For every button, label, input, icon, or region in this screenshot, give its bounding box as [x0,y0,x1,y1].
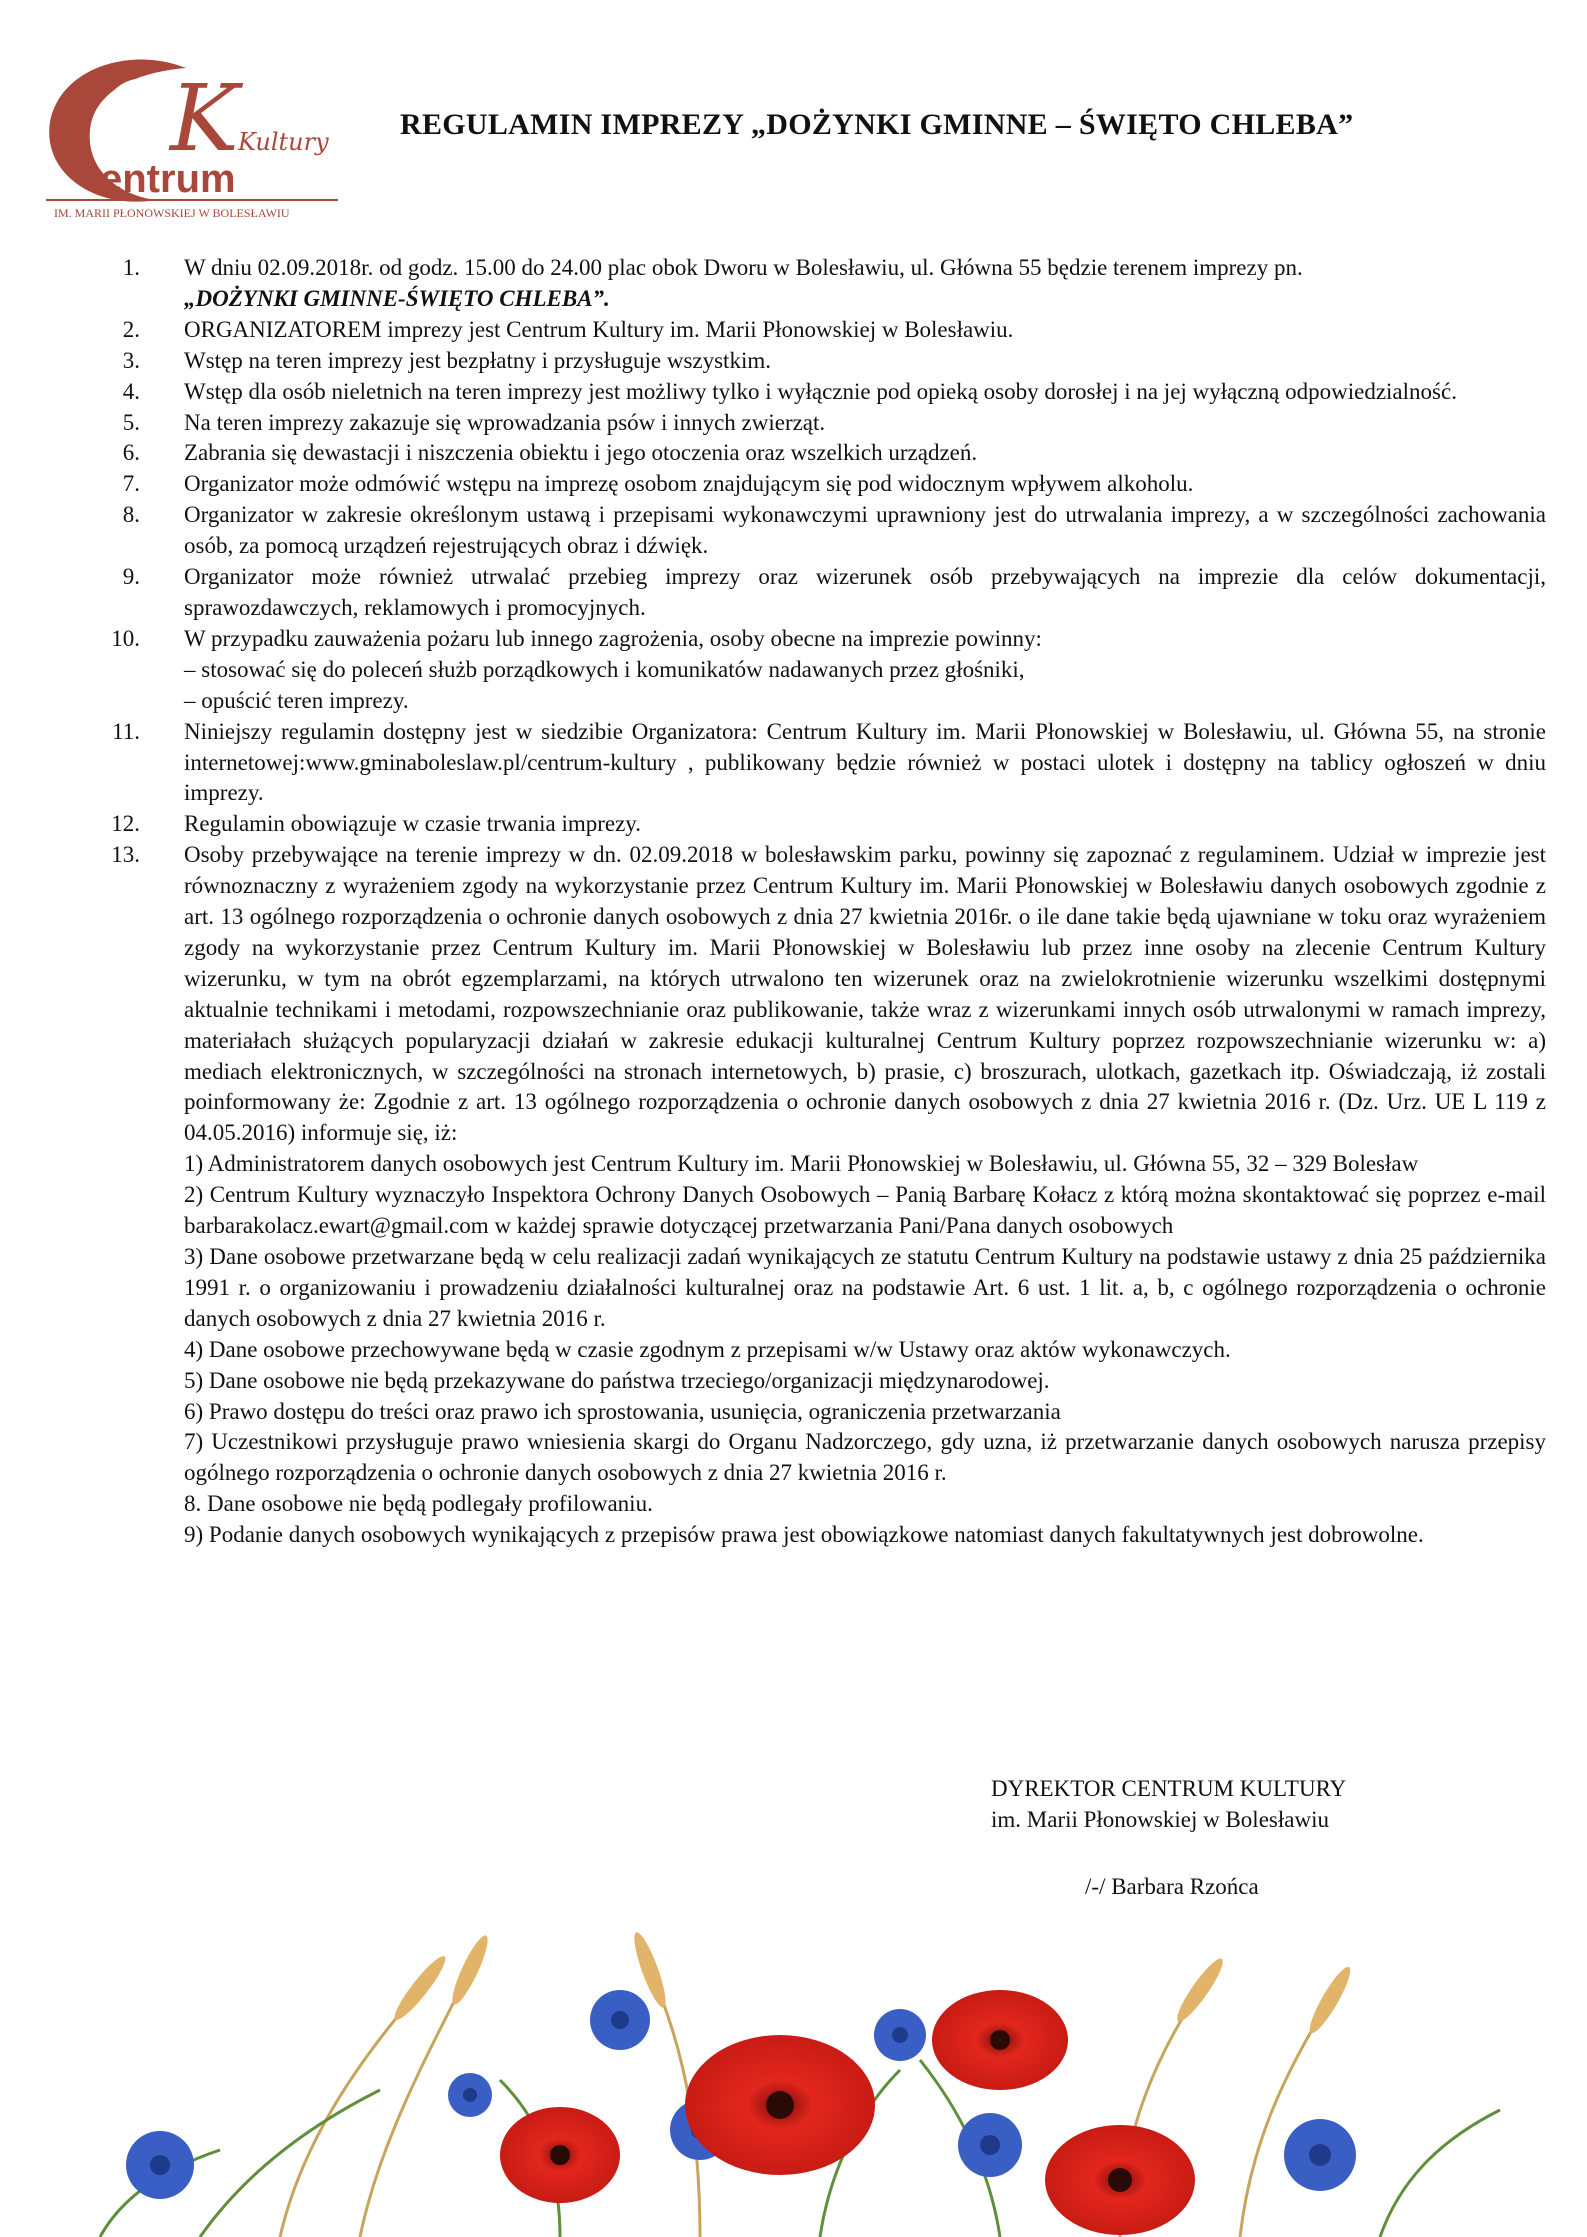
regulation-item [88,624,1546,717]
item-number: 10. [111,625,140,651]
item-number: 4. [122,378,140,404]
item-paragraph: Osoby przebywające na terenie imprezy w dn. 02.09.2018 w bolesławskim parku, powinny się zapoznać z regulaminem. Udział w imprezie jest równoznaczny z wyrażeniem zgody na wykorzystanie przez Centrum Kultury im. Marii Płonowskiej w Bolesławiu danych osobowych zgodnie z art. 13 ogólnego rozporządzenia o ochronie danych osobowych z dnia 27 kwietnia 2016r. o ile dane takie będą ujawniane w toku oraz wyrażeniem zgody na wykorzystanie przez Centrum Kultury im. Marii Płonowskiej w Bolesławiu lub przez inne osoby na zlecenie Centrum Kultury wizerunku, w tym na obrót egzemplarzami, na których utrwalono ten wizerunek oraz na zwielokrotnienie wizerunku wszelkimi dostępnymi aktualnie technikami i metodami, rozpowszechnianie oraz publikowanie, także wraz z wizerunkami innych osób utrwalonymi w ramach imprezy, materiałach służących popularyzacji działań w zakresie edukacji kulturalnej Centrum Kultury poprzez rozpowszechnianie wizerunku w: a) mediach elektronicznych, w szczególności na stronach internetowych, b) prasie, c) broszurach, ulotkach, gazetkach itp. Oświadczają, iż zostali poinformowany że: Zgodnie z art. 13 ogólnego rozporządzenia o ochronie danych osobowych z dnia 27 kwietnia 2016 r. (Dz. Urz. UE L 119 z 04.05.2016) informuje się, iż: [184,842,1546,1146]
regulation-item [88,346,1546,377]
event-name: „DOŻYNKI GMINNE-ŚWIĘTO CHLEBA”. [184,285,610,311]
flowers-decoration-image [0,1930,1587,2237]
item-number: 8. [122,502,140,528]
gdpr-point: 2) Centrum Kultury wyznaczyło Inspektora Ochrony Danych Osobowych – Panią Barbarę Kołacz z którą można skontaktować się poprzez e-mail barbarakolacz.ewart@gmail.com w każdej sprawie dotyczącej przetwarzania Pani/Pana danych osobowych [184,1182,1546,1239]
item-text: W dniu 02.09.2018r. od godz. 15.00 do 24.00 plac obok Dworu w Bolesławiu, ul. Główna 55 będzie terenem imprezy pn. [184,255,1303,280]
item-text: Wstęp na teren imprezy jest bezpłatny i przysługuje wszystkim. [184,347,771,373]
item-text: Regulamin obowiązuje w czasie trwania imprezy. [184,811,642,837]
signature-name: /-/ Barbara Rzońca [1085,1874,1259,1899]
signature-title: DYREKTOR CENTRUM KULTURY [991,1776,1347,1801]
signature-institution: im. Marii Płonowskiej w Bolesławiu [991,1807,1329,1832]
regulation-item [88,253,1546,315]
item-number: 7. [122,471,140,497]
gdpr-point: 5) Dane osobowe nie będą przekazywane do państwa trzeciego/organizacji międzynarodowej. [184,1367,1050,1393]
regulation-item [88,469,1546,500]
regulation-item [88,315,1546,346]
item-number: 11. [112,718,140,744]
gdpr-point: 4) Dane osobowe przechowywane będą w czasie zgodnym z przepisami w/w Ustawy oraz aktów wykonawczych. [184,1336,1231,1362]
item-text: Organizator w zakresie określonym ustawą i przepisami wykonawczymi uprawniony jest do utrwalania imprezy, a w szczególności zachowania osób, za pomocą urządzeń rejestrujących obraz i dźwięk. [184,502,1546,559]
item-text: Organizator może odmówić wstępu na imprezę osobom znajdującym się pod widocznym wpływem alkoholu. [184,471,1194,497]
item-number: 2. [122,316,140,342]
logo-k-letter: K [170,65,239,172]
item-text: Na teren imprezy zakazuje się wprowadzania psów i innych zwierząt. [184,409,826,435]
centrum-kultury-logo [38,50,348,225]
item-text: Zabrania się dewastacji i niszczenia obiektu i jego otoczenia oraz wszelkich urządzeń. [184,440,978,466]
regulation-item [88,840,1546,1551]
gdpr-point: 9) Podanie danych osobowych wynikających z przepisów prawa jest obowiązkowe natomiast danych fakultatywnych jest dobrowolne. [184,1522,1424,1548]
document-title: REGULAMIN IMPREZY „DOŻYNKI GMINNE – ŚWIĘTO CHLEBA” [400,108,1354,141]
regulation-item [88,562,1546,624]
regulation-item [88,717,1546,810]
wheat-ears-icon [389,1930,1356,2037]
item-number: 6. [122,440,140,466]
item-number: 3. [122,347,140,373]
item-bullet: – opuścić teren imprezy. [184,687,409,713]
gdpr-point: 3) Dane osobowe przetwarzane będą w celu realizacji zadań wynikających ze statutu Centrum Kultury na podstawie ustawy z dnia 25 października 1991 r. o organizowaniu i prowadzeniu działalności kulturalnej oraz na podstawie Art. 6 ust. 1 lit. a, b, c ogólnego rozporządzenia o ochronie danych osobowych z dnia 27 kwietnia 2016 r. [184,1244,1546,1331]
item-text: Niniejszy regulamin dostępny jest w siedzibie Organizatora: Centrum Kultury im. Marii Płonowskiej w Bolesławiu, ul. Główna 55, na stronie internetowej:www.gminaboleslaw.pl/centrum-kultury , publikowany będzie również w postaci ulotek i dostępny na tablicy ogłoszeń w dniu imprezy. [184,718,1546,806]
item-text: Organizator może również utrwalać przebieg imprezy oraz wizerunek osób przebywających na imprezie dla celów dokumentacji, sprawozdawczych, reklamowych i promocyjnych. [184,564,1546,620]
item-bullet: – stosować się do poleceń służb porządkowych i komunikatów nadawanych przez głośniki, [184,656,1025,682]
regulations-list [88,253,1546,1551]
regulation-item [88,809,1546,840]
logo-big-text: entrum [100,157,236,201]
signature-block [991,1773,1346,1835]
item-text: W przypadku zauważenia pożaru lub innego zagrożenia, osoby obecne na imprezie powinny: [184,625,1042,651]
gdpr-point: 6) Prawo dostępu do treści oraz prawo ich sprostowania, usunięcia, ograniczenia przetwarzania [184,1398,1061,1424]
item-number: 9. [122,564,140,590]
regulation-item [88,377,1546,408]
gdpr-point: 8. Dane osobowe nie będą podlegały profilowaniu. [184,1491,653,1517]
regulation-item [88,438,1546,469]
item-text: ORGANIZATOREM imprezy jest Centrum Kultury im. Marii Płonowskiej w Bolesławiu. [184,316,1014,342]
item-number: 1. [122,255,140,280]
item-number: 5. [122,409,140,435]
logo-script-text: Kultury [238,128,329,156]
item-text: Wstęp dla osób nieletnich na teren imprezy jest możliwy tylko i wyłącznie pod opieką osoby dorosłej i na jej wyłączną odpowiedzialność. [184,378,1457,404]
gdpr-point: 1) Administratorem danych osobowych jest Centrum Kultury im. Marii Płonowskiej w Bolesławiu, ul. Główna 55, 32 – 329 Bolesław [184,1151,1419,1177]
logo-c-letter: C [96,61,170,173]
item-number: 13. [111,842,140,868]
item-number: 12. [111,811,140,837]
regulation-item [88,500,1546,562]
gdpr-point: 7) Uczestnikowi przysługuje prawo wniesienia skargi do Organu Nadzorczego, gdy uzna, iż przetwarzanie danych osobowych narusza przepisy ogólnego rozporządzenia o ochronie danych osobowych z dnia 27 kwietnia 2016 r. [184,1429,1546,1486]
regulation-item [88,408,1546,439]
logo-sub-text: IM. MARII PŁONOWSKIEJ W BOLESŁAWIU [54,206,290,220]
